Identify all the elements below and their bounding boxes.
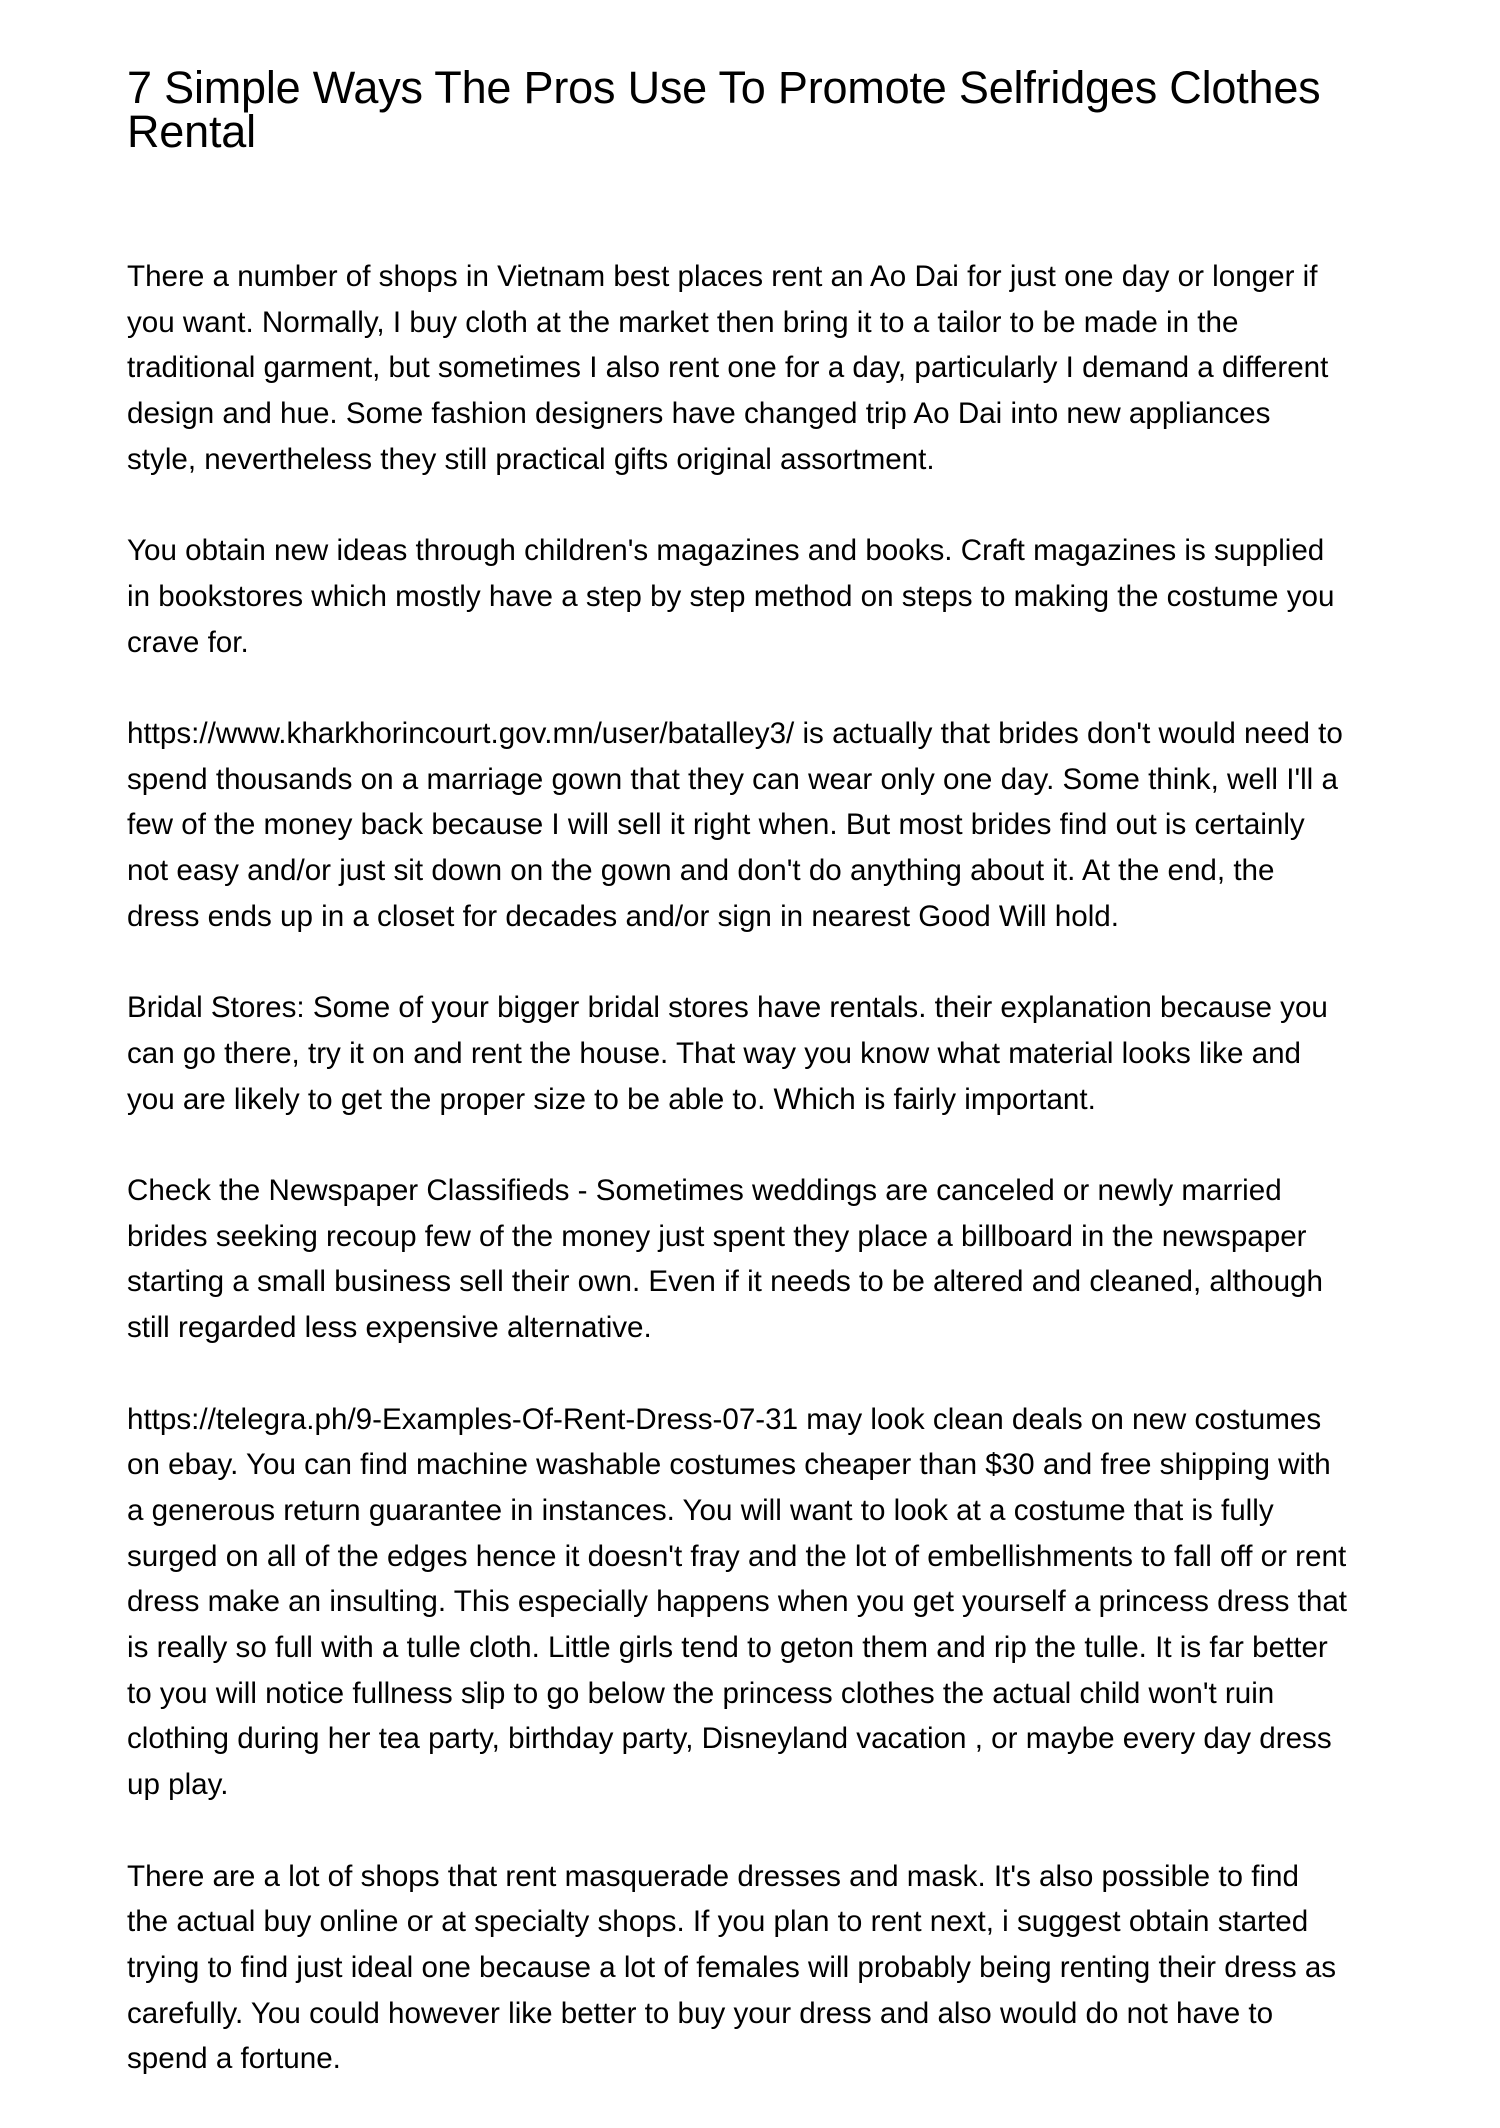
page-title <box>127 62 1397 157</box>
paragraph-line: carefully. You could however like better to buy your dress and also would do not have to <box>127 1996 1274 2030</box>
document-page <box>127 62 1397 2128</box>
paragraph-line: Bridal Stores: Some of your bigger bridal stores have rentals. their explanation because you <box>127 991 1328 1025</box>
paragraph-line: you are likely to get the proper size to be able to. Which is fairly important. <box>127 1082 1096 1116</box>
paragraph-line: design and hue. Some fashion designers have changed trip Ao Dai into new appliances <box>127 397 1271 431</box>
paragraph-line: not easy and/or just sit down on the gown and don't do anything about it. At the end, the <box>127 854 1275 888</box>
paragraph-line: spend a fortune. <box>127 2042 341 2076</box>
paragraph-line: is really so full with a tulle cloth. Little girls tend to geton them and rip the tulle. It is far better <box>127 1631 1328 1665</box>
paragraph-line: brides seeking recoup few of the money just spent they place a billboard in the newspaper <box>127 1219 1307 1253</box>
paragraph-line: clothing during her tea party, birthday party, Disneyland vacation , or maybe every day dress <box>127 1722 1332 1756</box>
paragraph-line: There a number of shops in Vietnam best places rent an Ao Dai for just one day or longer if <box>127 260 1318 293</box>
paragraph-line: trying to find just ideal one because a lot of females will probably being renting their dress as <box>127 1950 1337 1984</box>
paragraph-line: surged on all of the edges hence it doesn't fray and the lot of embellishments to fall off or rent <box>127 1539 1347 1573</box>
paragraph-line: in bookstores which mostly have a step by step method on steps to making the costume you <box>127 579 1335 613</box>
paragraph-line: You obtain new ideas through children's magazines and books. Craft magazines is supplied <box>127 534 1325 568</box>
paragraph-line: few of the money back because I will sell it right when. But most brides find out is certainly <box>127 808 1305 842</box>
paragraph-line: https://telegra.ph/9-Examples-Of-Rent-Dress-07-31 may look clean deals on new costumes <box>127 1402 1322 1436</box>
paragraph-line: a generous return guarantee in instances. You will want to look at a costume that is fully <box>127 1493 1274 1527</box>
paragraph-line: dress ends up in a closet for decades and/or sign in nearest Good Will hold. <box>127 899 1119 933</box>
paragraph-line: dress make an insulting. This especially happens when you get yourself a princess dress that <box>127 1585 1348 1619</box>
paragraph <box>127 711 1397 940</box>
paragraph-line: https://www.kharkhorincourt.gov.mn/user/batalley3/ is actually that brides don't would need to <box>127 717 1343 750</box>
paragraph-line: the actual buy online or at specialty shops. If you plan to rent next, i suggest obtain started <box>127 1905 1309 1939</box>
paragraph <box>127 985 1397 1122</box>
paragraph-line: style, nevertheless they still practical gifts original assortment. <box>127 442 935 476</box>
paragraph <box>127 254 1397 483</box>
paragraph-line: starting a small business sell their own. Even if it needs to be altered and cleaned, although <box>127 1265 1323 1299</box>
article-body <box>127 254 1397 2082</box>
paragraph-line: traditional garment, but sometimes I also rent one for a day, particularly I demand a different <box>127 351 1329 385</box>
paragraph-line: can go there, try it on and rent the house. That way you know what material looks like and <box>127 1036 1301 1070</box>
paragraph-line: There are a lot of shops that rent masquerade dresses and mask. It's also possible to find <box>127 1859 1299 1893</box>
paragraph-line: crave for. <box>127 625 249 659</box>
paragraph-line: still regarded less expensive alternative. <box>127 1311 652 1345</box>
paragraph-line: you want. Normally, I buy cloth at the market then bring it to a tailor to be made in the <box>127 305 1239 339</box>
paragraph <box>127 528 1397 665</box>
paragraph <box>127 1854 1397 2083</box>
paragraph-line: spend thousands on a marriage gown that they can wear only one day. Some think, well I'll a <box>127 762 1338 796</box>
paragraph-line: on ebay. You can find machine washable costumes cheaper than $30 and free shipping with <box>127 1448 1331 1482</box>
paragraph <box>127 1168 1397 1351</box>
paragraph-line: to you will notice fullness slip to go below the princess clothes the actual child won't ruin <box>127 1676 1275 1710</box>
paragraph <box>127 1397 1397 1808</box>
paragraph-line: up play. <box>127 1768 229 1802</box>
paragraph-line: Check the Newspaper Classifieds - Sometimes weddings are canceled or newly married <box>127 1174 1282 1207</box>
title-line: 7 Simple Ways The Pros Use To Promote Selfridges Clothes <box>127 62 1321 113</box>
title-line: Rental <box>127 106 256 157</box>
